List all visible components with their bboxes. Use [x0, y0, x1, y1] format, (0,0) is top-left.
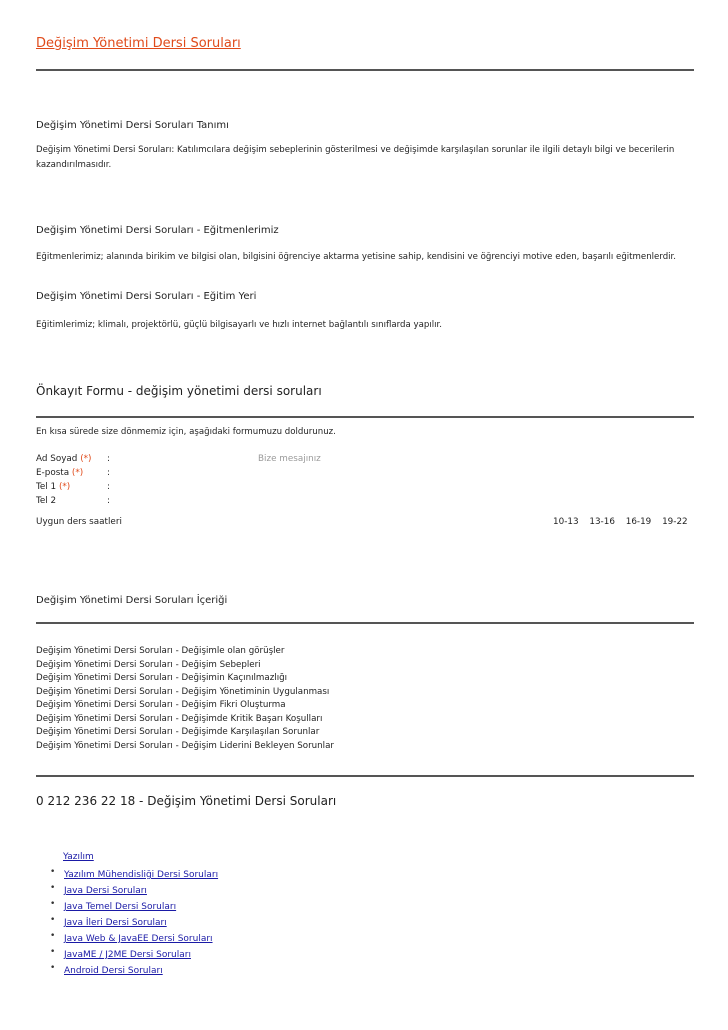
list-item	[50, 912, 218, 928]
list-item: Değişim Yönetimi Dersi Soruları - Değişimde Karşılaşılan Sorunlar	[36, 727, 320, 737]
phone2-label: Tel 2	[36, 496, 57, 506]
required-mark: (*)	[58, 482, 71, 492]
links-list	[50, 864, 218, 976]
phone1-label: Tel 1	[36, 482, 57, 492]
time-slot-option[interactable]: 10-13	[553, 517, 579, 527]
location-heading: Değişim Yönetimi Dersi Soruları - Eğitim Yeri	[36, 291, 257, 302]
form-intro: En kısa sürede size dönmemiz için, aşağıdaki formumuzu doldurunuz.	[36, 427, 336, 437]
list-item	[50, 864, 218, 880]
required-mark: (*)	[80, 454, 92, 464]
instructors-text: Eğitmenlerimiz; alanında birikim ve bilgisi olan, bilgisini öğrenciye aktarma yetisine sahip, kendisini ve öğrenciyi motive eden, başarılı eğitmenlerdir.	[36, 252, 677, 262]
list-item	[50, 944, 218, 960]
course-link[interactable]: Java İleri Dersi Soruları	[64, 918, 167, 928]
time-slot-option[interactable]: 16-19	[625, 517, 652, 527]
time-slot-option[interactable]: 19-22	[662, 517, 688, 527]
category-link[interactable]: Yazılım	[63, 852, 94, 862]
time-slot-option[interactable]: 13-16	[589, 517, 615, 527]
list-item: Değişim Yönetimi Dersi Soruları - Değişim Sebepleri	[36, 659, 261, 670]
list-item	[50, 896, 218, 912]
phone2-colon: :	[107, 496, 110, 506]
name-label: Ad Soyad	[36, 454, 78, 464]
list-item: Değişim Yönetimi Dersi Soruları - Değişim Fikri Oluşturma	[36, 700, 286, 710]
list-item: Değişim Yönetimi Dersi Soruları - Değişimin Kaçınılmazlığı	[36, 673, 288, 683]
form-heading: Önkayıt Formu - değişim yönetimi dersi soruları	[36, 384, 322, 398]
contents-list	[36, 645, 636, 753]
links-section	[50, 852, 218, 976]
definition-text: Değişim Yönetimi Dersi Soruları: Katılımcılara değişim sebeplerinin gösterilmesi ve değişimde karşılaşılan sorunlar ile ilgili detaylı bilgi ve becerilerin kazandırılmasıdır.	[36, 145, 675, 170]
course-link[interactable]: Android Dersi Soruları	[64, 966, 163, 976]
phone1-colon: :	[107, 482, 110, 492]
phone2-input[interactable]	[116, 495, 246, 507]
phone1-input[interactable]	[116, 481, 246, 493]
contents-bottom-divider	[36, 775, 694, 777]
list-item: Değişim Yönetimi Dersi Soruları - Değişimde Kritik Başarı Koşulları	[36, 713, 323, 724]
instructors-heading: Değişim Yönetimi Dersi Soruları - Eğitmenlerimiz	[36, 225, 279, 236]
list-item: Değişim Yönetimi Dersi Soruları - Değişim Liderini Bekleyen Sorunlar	[36, 740, 334, 751]
name-colon: :	[107, 454, 110, 464]
time-slots	[545, 515, 695, 529]
email-input[interactable]	[116, 467, 246, 479]
course-link[interactable]: Java Web & JavaEE Dersi Soruları	[64, 934, 213, 944]
course-link[interactable]: Yazılım Mühendisliği Dersi Soruları	[64, 870, 219, 880]
location-text: Eğitimlerimiz; klimalı, projektörlü, güçlü bilgisayarlı ve hızlı internet bağlantılı sınıflarda yapılır.	[36, 320, 442, 330]
list-item	[50, 880, 218, 896]
email-colon: :	[107, 468, 110, 478]
list-item	[50, 928, 218, 944]
message-textarea[interactable]: Bize mesajınız	[258, 454, 321, 464]
list-item	[50, 960, 218, 976]
phone2-row	[36, 494, 336, 508]
contact-line: 0 212 236 22 18 - Değişim Yönetimi Dersi Soruları	[36, 794, 337, 808]
definition-heading: Değişim Yönetimi Dersi Soruları Tanımı	[36, 120, 229, 131]
course-link[interactable]: JavaME / J2ME Dersi Soruları	[64, 950, 191, 960]
required-mark: (*)	[71, 468, 84, 478]
hours-label: Uygun ders saatleri	[36, 517, 122, 527]
contents-divider	[36, 622, 694, 624]
email-label: E-posta	[36, 468, 70, 478]
course-link[interactable]: Java Dersi Soruları	[64, 886, 147, 896]
header-divider	[36, 69, 694, 71]
page-title-link[interactable]: Değişim Yönetimi Dersi Soruları	[36, 36, 241, 51]
contents-heading: Değişim Yönetimi Dersi Soruları İçeriği	[36, 595, 228, 606]
name-input[interactable]	[116, 453, 246, 465]
list-item: Değişim Yönetimi Dersi Soruları - Değişimle olan görüşler	[36, 646, 285, 656]
form-divider	[36, 416, 694, 418]
list-item: Değişim Yönetimi Dersi Soruları - Değişim Yönetiminin Uygulanması	[36, 686, 330, 697]
course-link[interactable]: Java Temel Dersi Soruları	[64, 902, 177, 912]
